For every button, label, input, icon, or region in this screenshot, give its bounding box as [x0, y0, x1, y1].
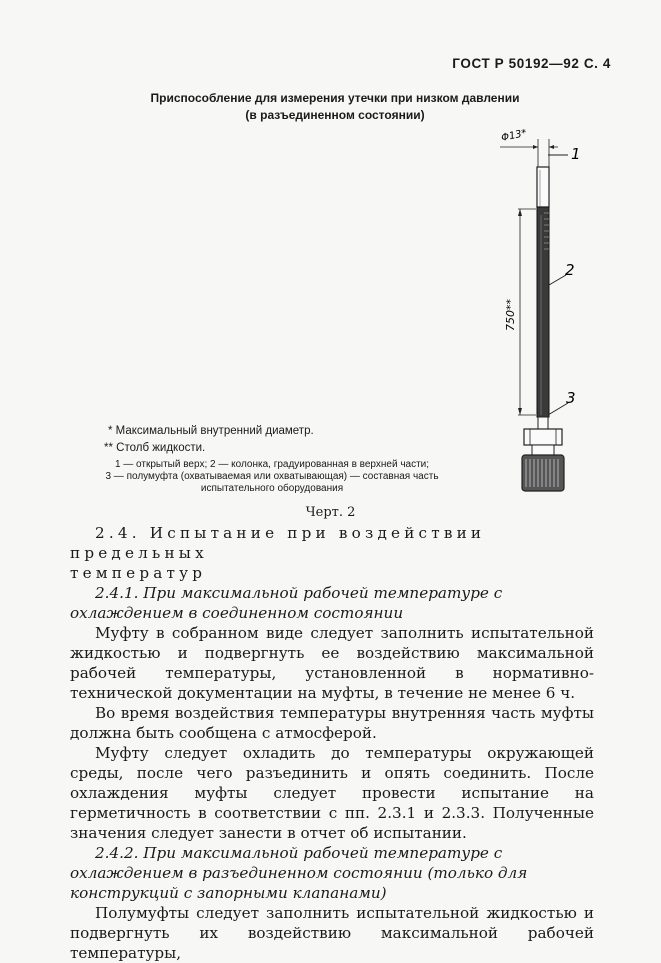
legend-line-1: 1 — открытый верх; 2 — колонка, градуированная в верхней части;	[114, 459, 430, 470]
paragraph-2: Во время воздействия температуры внутренняя часть муфты должна быть сообщена с атмосферой.	[70, 704, 594, 742]
legend-line-2: 3 — полумуфта (охватываемая или охватывающая) — составная часть	[105, 471, 439, 482]
note-max-diameter: * Максимальный внутренний диаметр.	[108, 425, 314, 437]
callout-2-label: 2	[565, 261, 575, 279]
section-2-4-title-line-2: температур	[70, 564, 207, 582]
body-text	[70, 523, 594, 963]
callout-2-leader	[549, 275, 566, 285]
figure-title	[90, 90, 580, 124]
callout-1-label: 1	[571, 145, 581, 163]
section-2-4-1-title: 2.4.1. При максимальной рабочей температуре с охлаждением в соединенном состоянии	[70, 584, 503, 622]
diameter-dimension-label: Φ13*	[500, 127, 528, 144]
note-liquid-column: ** Столб жидкости.	[104, 442, 206, 454]
figure-caption: Черт. 2	[305, 505, 356, 520]
section-2-4-title-line-1: 2.4. Испытание при воздействии предельных	[70, 524, 486, 562]
length-dimension-label: 750**	[504, 299, 517, 331]
section-2-4-2-title: 2.4.2. При максимальной рабочей температуре с охлаждением в разъединенном состоянии (только для конструкций с запорными клапанами)	[70, 844, 528, 902]
leak-measurement-device-drawing	[470, 125, 610, 505]
open-top-tube	[537, 167, 549, 207]
figure-title-line-1: Приспособление для измерения утечки при низком давлении	[150, 91, 520, 105]
graduated-column	[537, 207, 549, 417]
paragraph-4: Полумуфты следует заполнить испытательной жидкостью и подвергнуть их воздействию максимальной рабочей температуры,	[70, 904, 594, 962]
paragraph-3: Муфту следует охладить до температуры окружающей среды, после чего разъединить и опять соединить. После охлаждения муфты следует провести испытание на герметичность в соответствии с пп. 2.3.1 и 2.3.3. Полученные значения следует занести в отчет об испытании.	[70, 744, 594, 842]
legend-line-3: испытательного оборудования	[200, 483, 344, 494]
callout-3-label: 3	[566, 389, 576, 407]
document-reference: ГОСТ Р 50192—92 С. 4	[452, 56, 611, 71]
paragraph-1: Муфту в собранном виде следует заполнить испытательной жидкостью и подвергнуть ее воздействию максимальной рабочей температуры, установленной в нормативно-технической документации на муфты, в течение не менее 6 ч.	[70, 624, 594, 702]
callout-3-leader	[548, 403, 568, 415]
figure-legend	[52, 459, 492, 495]
figure-title-line-2: (в разъединенном состоянии)	[245, 108, 425, 122]
